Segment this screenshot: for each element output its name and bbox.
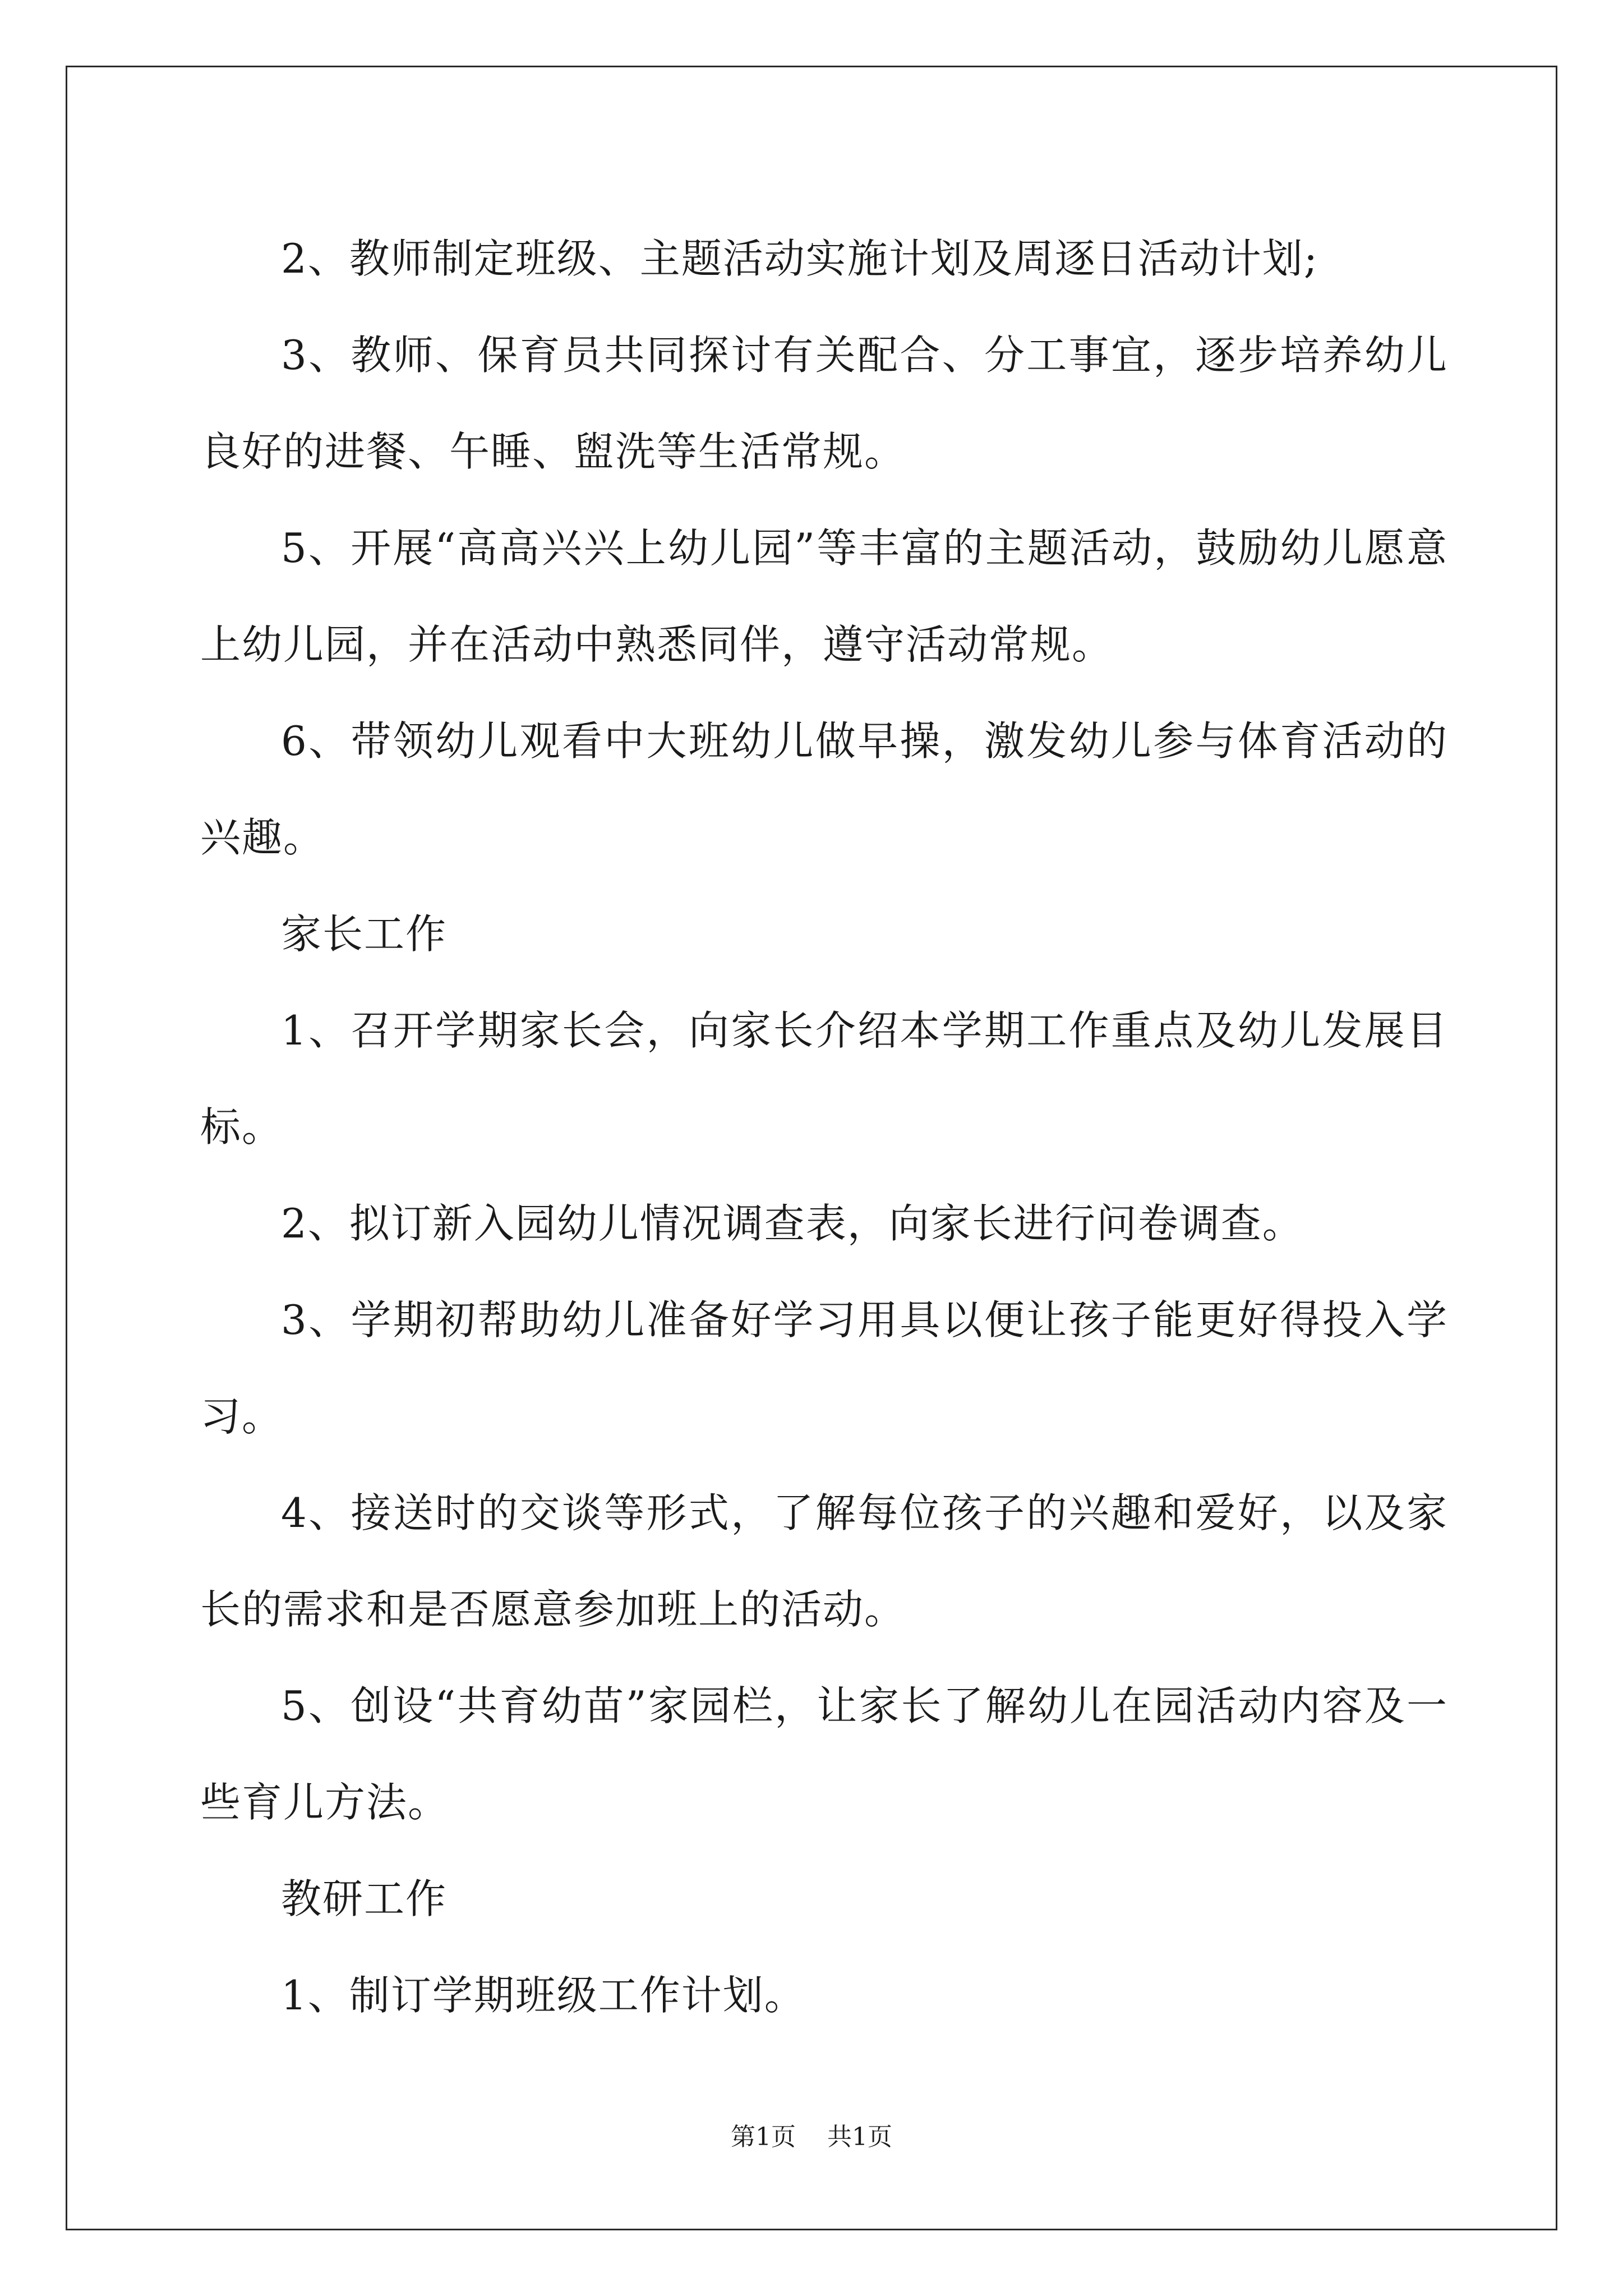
paragraph-item: 2、拟订新入园幼儿情况调查表，向家长进行问卷调查。 [281,1200,1304,1247]
paragraph-item: 5、开展“高高兴兴上幼儿园”等丰富的主题活动，鼓励幼儿愿意上幼儿园，并在活动中熟悉同伴，遵守活动常规。 [200,524,1448,668]
paragraph-item: 1、制订学期班级工作计划。 [281,1972,806,2019]
paragraph-item: 6、带领幼儿观看中大班幼儿做早操，激发幼儿参与体育活动的兴趣。 [200,717,1448,861]
paragraph-item: 3、教师、保育员共同探讨有关配合、分工事宜，逐步培养幼儿良好的进餐、午睡、盥洗等生活常规。 [200,332,1448,475]
paragraph-item: 5、创设“共育幼苗”家园栏，让家长了解幼儿在园活动内容及一些育儿方法。 [200,1682,1448,1826]
section-heading-parents: 家长工作 [281,910,448,958]
paragraph-item: 3、学期初帮助幼儿准备好学习用具以便让孩子能更好得投入学习。 [200,1296,1448,1440]
section-heading-research: 教研工作 [281,1875,448,1922]
paragraph-item: 2、教师制定班级、主题活动实施计划及周逐日活动计划; [281,235,1319,282]
page-total: 共1页 [827,2123,892,2151]
paragraph-item: 4、接送时的交谈等形式，了解每位孩子的兴趣和爱好，以及家长的需求和是否愿意参加班上的活动。 [200,1489,1448,1633]
paragraph-item: 1、召开学期家长会，向家长介绍本学期工作重点及幼儿发展目标。 [200,1007,1448,1151]
page-number: 第1页 [731,2123,796,2151]
page-footer [0,2120,1623,2154]
document-body [200,210,1448,2044]
